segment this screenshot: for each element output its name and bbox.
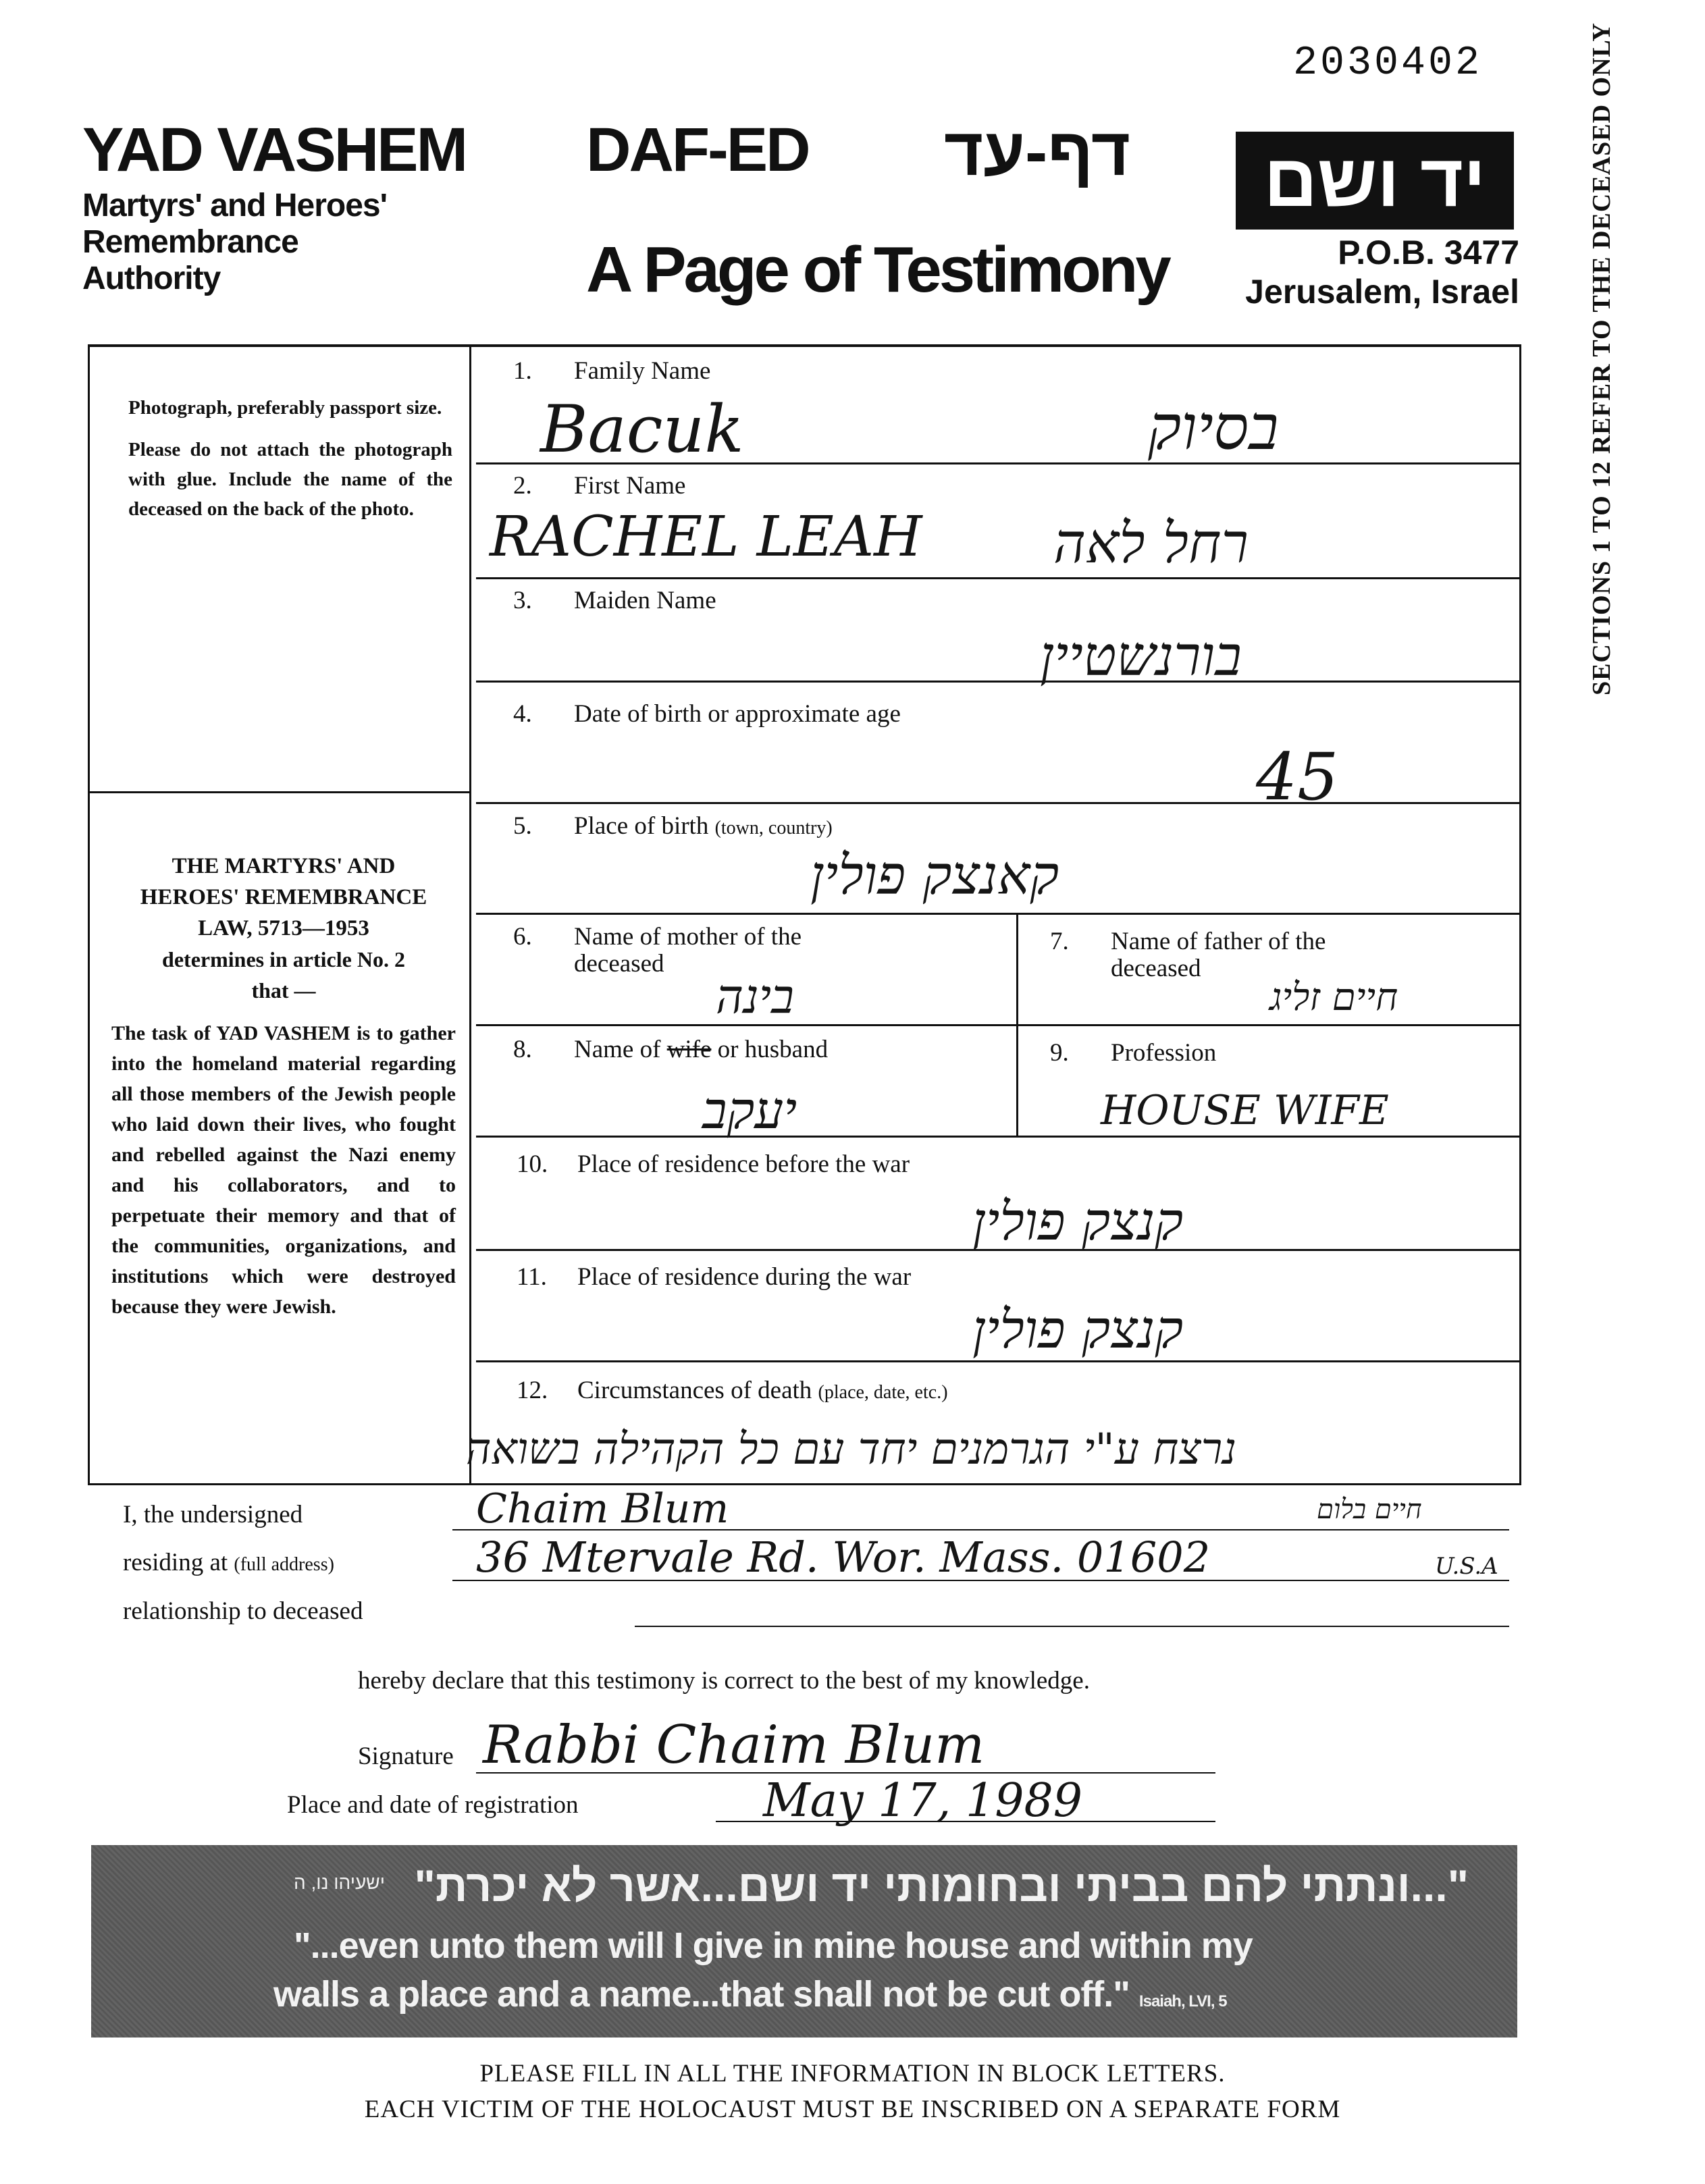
address-city: Jerusalem, Israel (1245, 273, 1519, 311)
undersigned-label: I, the undersigned (123, 1501, 303, 1528)
form-right-border (1519, 344, 1521, 1485)
field-label-text: Place of residence before the war (577, 1150, 910, 1178)
org-name: YAD VASHEM (82, 115, 467, 184)
banner-english-quote-line (273, 1973, 1227, 2015)
field-residence-before-label (517, 1150, 910, 1179)
birthplace-hebrew-value[interactable]: קאנצק פולין (810, 844, 1059, 907)
field-number: 10. (517, 1150, 548, 1178)
field-line (476, 681, 1519, 683)
page-title: A Page of Testimony (586, 234, 1169, 306)
postal-address (1222, 233, 1519, 311)
footer-instruction: PLEASE FILL IN ALL THE INFORMATION IN BLOCK LETTERS. (479, 2060, 1226, 2087)
first-name-latin-value[interactable]: RACHEL LEAH (490, 505, 922, 569)
residing-label-text: residing at (123, 1549, 228, 1576)
field-number: 5. (513, 812, 532, 840)
field-label-text: First Name (574, 472, 686, 500)
field-label-text: Name of (574, 1036, 661, 1063)
profession-value[interactable]: HOUSE WIFE (1101, 1087, 1389, 1134)
field-profession-label (1050, 1038, 1216, 1067)
relationship-label: relationship to deceased (123, 1597, 363, 1625)
field-spouse-name-label (513, 1035, 828, 1064)
maiden-name-hebrew-value[interactable]: בורנשטיין (1040, 624, 1242, 689)
residence-before-hebrew-value[interactable]: קנצק פולין (972, 1192, 1184, 1252)
field-number: 7. (1050, 928, 1069, 955)
left-column-divider (469, 344, 471, 1485)
field-number: 11. (517, 1263, 547, 1291)
field-label-text: Name of father of the (1111, 928, 1326, 955)
registration-label: Place and date of registration (287, 1791, 579, 1819)
first-name-hebrew-value[interactable]: רחל לאה (1053, 512, 1249, 576)
field-label-text: Family Name (574, 357, 711, 385)
relationship-line (635, 1626, 1509, 1627)
field-label-text: Place of birth (574, 812, 709, 840)
field-line (88, 1483, 1521, 1485)
age-value[interactable]: 45 (1256, 739, 1339, 815)
law-intro-line: determines in article No. 2 (162, 947, 405, 971)
field-label-note: (town, country) (714, 818, 833, 838)
undersigned-hebrew-value[interactable]: חיים בלום (1317, 1494, 1422, 1525)
field-label-text: Maiden Name (574, 587, 716, 614)
field-label-text: or husband (717, 1036, 829, 1063)
po-box: P.O.B. 3477 (1338, 234, 1519, 271)
declaration-text: hereby declare that this testimony is correct to the best of my knowledge. (358, 1667, 1090, 1695)
isaiah-quote-banner (91, 1845, 1517, 2037)
field-label-struck-word: wife (666, 1036, 712, 1063)
father-name-hebrew-value[interactable]: חיים זליג (1269, 976, 1398, 1019)
field-label-text: Date of birth or approximate age (574, 700, 901, 728)
banner-english-quote-text: walls a place and a name...that shall not be cut off." (273, 1974, 1130, 2015)
field-line (476, 1360, 1519, 1362)
signature-value[interactable]: Rabbi Chaim Blum (483, 1715, 985, 1776)
field-number: 1. (513, 357, 532, 385)
field-number: 4. (513, 700, 532, 728)
org-subtitle (82, 188, 387, 297)
law-title-line: THE MARTYRS' AND (172, 854, 396, 878)
banner-english-reference: Isaiah, LVI, 5 (1138, 1992, 1227, 2010)
field-number: 12. (517, 1377, 548, 1404)
field-line (476, 913, 1519, 915)
field-line (476, 577, 1519, 579)
law-intro-line: that — (251, 978, 316, 1003)
undersigned-value[interactable]: Chaim Blum (476, 1485, 729, 1533)
law-excerpt (111, 851, 456, 1322)
field-residence-during-label (517, 1262, 911, 1291)
org-subtitle-line: Remembrance (82, 224, 298, 260)
law-title-line: LAW, 5713—1953 (198, 916, 369, 940)
mother-name-hebrew-value[interactable]: בינה (716, 969, 794, 1024)
field-birthplace-label (513, 811, 833, 841)
form-top-border (88, 344, 1521, 347)
residing-value[interactable]: 36 Mtervale Rd. Wor. Mass. 01602 (476, 1533, 1211, 1582)
banner-hebrew-quote: "...ונתתי להם בביתי ובחומותי יד ושם...אשר לא יכרת" (414, 1861, 1469, 1911)
yad-vashem-logo: יד ושם (1236, 132, 1514, 230)
family-name-latin-value[interactable]: Bacuk (540, 392, 744, 467)
footer-instruction: EACH VICTIM OF THE HOLOCAUST MUST BE INSCRIBED ON A SEPARATE FORM (364, 2096, 1341, 2123)
residing-label-note: (full address) (234, 1554, 334, 1575)
field-label-text: deceased (1111, 955, 1201, 982)
law-title-line: HEROES' REMEMBRANCE (140, 885, 427, 909)
residing-label (123, 1548, 334, 1577)
field-label-text: Circumstances of death (577, 1377, 812, 1404)
residing-country-value[interactable]: U.S.A (1435, 1553, 1498, 1580)
form-left-border (88, 344, 90, 1485)
field-number: 8. (513, 1036, 532, 1063)
photo-box-bottom-border (88, 791, 471, 793)
field-label-text: Name of mother of the (574, 923, 802, 951)
field-column-divider (1016, 915, 1018, 1136)
field-line (476, 1024, 1519, 1026)
sections-side-note: SECTIONS 1 TO 12 REFER TO THE DECEASED ONLY (1588, 22, 1616, 695)
field-father-name-label (1050, 928, 1326, 982)
family-name-hebrew-value[interactable]: בסיוק (1148, 392, 1279, 464)
signature-label: Signature (358, 1742, 454, 1770)
field-birthdate-label (513, 699, 901, 728)
field-label-text: Profession (1111, 1039, 1217, 1067)
field-line (476, 1136, 1519, 1138)
law-text: The task of YAD VASHEM is to gather into the homeland material regarding all those members of the Jewish people who laid down their lives, who fought and rebelled against the Nazi enemy and his collaborators, and to perpetuate their memory and that of the communities, organizations, and institutions which were destroyed because they were Jewish. (111, 1022, 456, 1318)
field-family-name-label (513, 356, 710, 385)
daf-ed-hebrew-title: דף-עד (944, 114, 1131, 190)
field-label-text: deceased (574, 950, 664, 978)
residence-during-hebrew-value[interactable]: קנצק פולין (972, 1300, 1184, 1360)
banner-hebrew-reference: ישעיהו נו, ה (294, 1872, 385, 1893)
field-label-note: (place, date, etc.) (818, 1382, 948, 1403)
photo-instruction-text: Please do not attach the photograph with glue. Include the name of the deceased on the back of the photo. (128, 439, 452, 520)
field-number: 2. (513, 472, 532, 500)
form-serial-number: 2030402 (1293, 41, 1483, 86)
field-maiden-name-label (513, 586, 716, 615)
field-first-name-label (513, 471, 685, 500)
field-label-text: Place of residence during the war (577, 1263, 912, 1291)
registration-value[interactable]: May 17, 1989 (763, 1774, 1083, 1828)
spouse-name-hebrew-value[interactable]: יעקב (702, 1080, 797, 1140)
field-circumstances-label (517, 1376, 948, 1405)
photo-heading: Photograph, preferably passport size. (128, 397, 442, 419)
field-number: 6. (513, 923, 532, 951)
field-number: 3. (513, 587, 532, 614)
banner-english-quote-line: "...even unto them will I give in mine house and within my (294, 1925, 1253, 1966)
org-subtitle-line: Authority (82, 261, 221, 296)
org-subtitle-line: Martyrs' and Heroes' (82, 188, 387, 223)
daf-ed-title: DAF-ED (586, 115, 809, 184)
field-line (476, 802, 1519, 804)
circumstances-hebrew-value[interactable]: נרצח ע"י הגרמנים יחד עם כל הקהילה בשואה (466, 1424, 1236, 1474)
field-number: 9. (1050, 1039, 1069, 1067)
photo-instructions (128, 393, 452, 536)
